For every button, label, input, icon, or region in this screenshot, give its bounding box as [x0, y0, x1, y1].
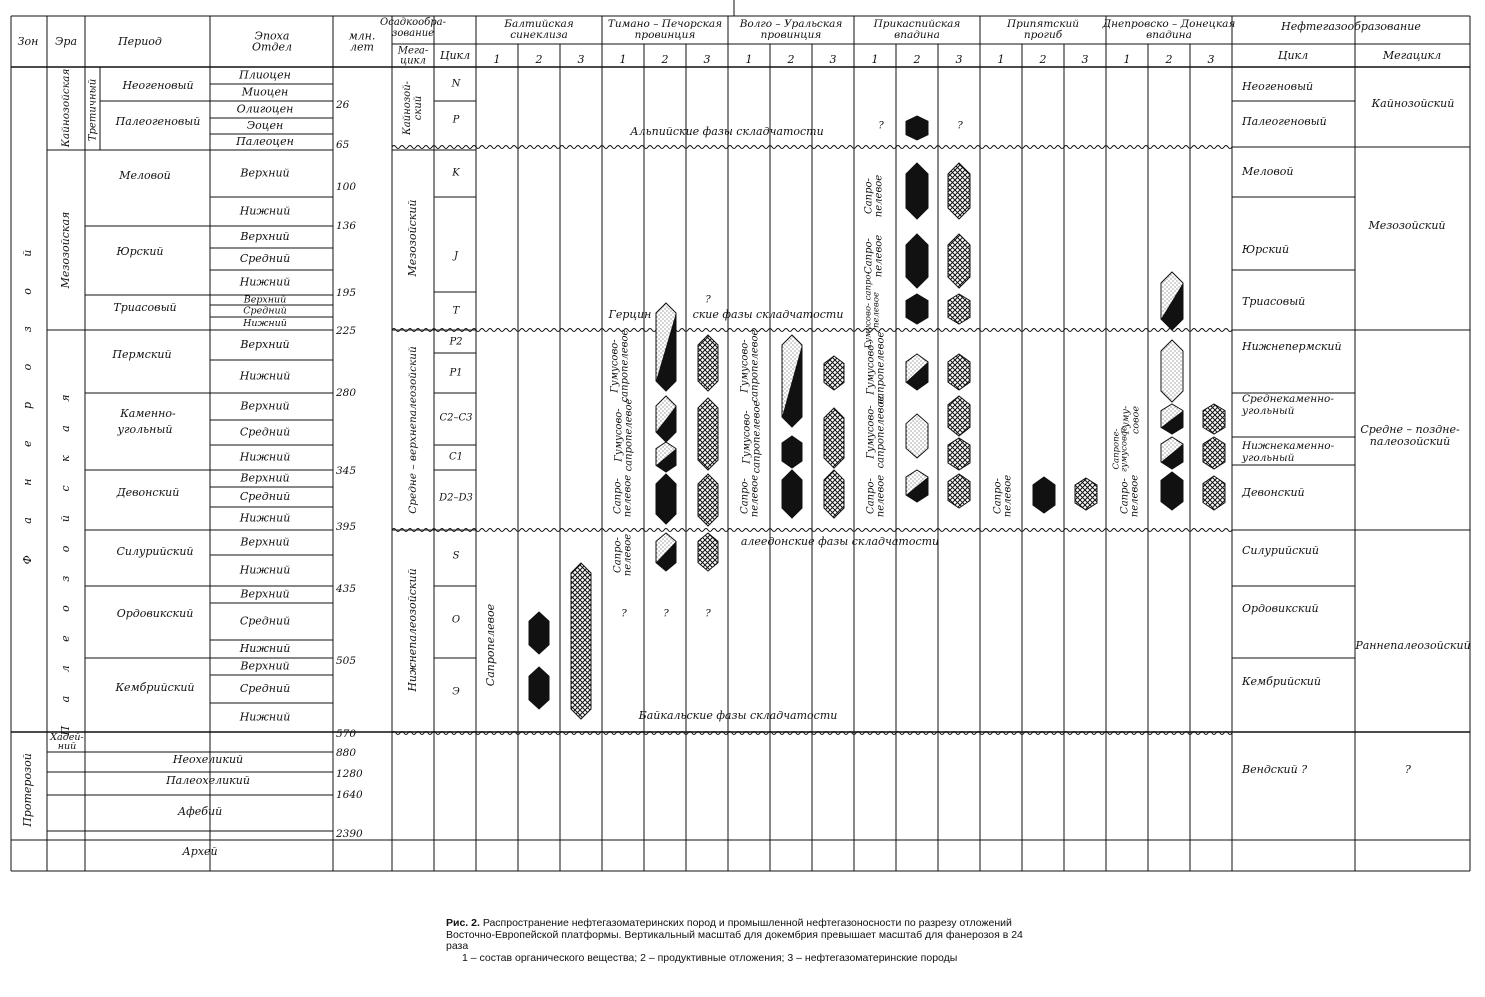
period-permian: Пермский: [112, 348, 172, 361]
cycle-label: N: [451, 78, 461, 90]
megacycle-mesozoic: Мезозойский: [406, 199, 419, 277]
productive-symbol: [1161, 472, 1183, 510]
source-rock-symbol: [698, 474, 718, 526]
organic-sapro: пелевое: [622, 533, 634, 577]
cycle-label: P2: [449, 336, 463, 348]
epoch-label: Палеоцен: [236, 135, 294, 148]
source-rock-symbol: [698, 335, 718, 391]
age-label: 570: [336, 728, 357, 740]
question-mark: ?: [663, 608, 669, 620]
period-devonian: Девонский: [116, 486, 180, 499]
age-label: 505: [336, 655, 357, 667]
epoch-label: Средний: [239, 614, 291, 628]
oil-cycle: Среднекаменно-: [1242, 393, 1334, 405]
organic-gumus2: совое: [1130, 406, 1142, 434]
organic-sapro: пелевое: [873, 174, 885, 218]
productive-symbol: [656, 474, 676, 524]
period-ordovician: Ордовикский: [116, 607, 194, 620]
period-carboniferous-2: угольный: [117, 423, 173, 436]
productive-symbol: [529, 612, 549, 654]
organic-sapro: Сапро-: [863, 238, 875, 274]
megacycle-lower-paleozoic: Нижнепалеозойский: [406, 568, 419, 692]
header-sub: 2: [1165, 53, 1173, 66]
age-label: 26: [336, 99, 350, 111]
organic-symbol: [906, 414, 928, 458]
header-sub: 1: [871, 53, 879, 66]
header-sub: 1: [997, 53, 1005, 66]
organic-gumus: сапропелевое: [619, 329, 631, 403]
age-label: 345: [336, 465, 357, 477]
caption-text: Распространение нефтегазоматеринских пород и промышленной нефтегазоносности по разрезу отложений Восточно-Европейской платформы. Вертикальный масштаб для докембрия превышает масштаб для фанерозоя в 24 раза: [446, 917, 1023, 952]
organic-sapro: пелевое: [1002, 474, 1014, 518]
precambrian-aphebian: Афебий: [177, 805, 223, 818]
organic-symbol: [1161, 340, 1183, 402]
organic-gumus: Гумусово-: [865, 405, 877, 459]
productive-symbol: [906, 234, 928, 288]
epoch-label: Средний: [239, 252, 291, 265]
organic-sapro: Сапро-: [612, 537, 624, 573]
epoch-label: Нижний: [239, 710, 291, 724]
epoch-label: Верхний: [240, 471, 290, 485]
phase-alpine: Альпийские фазы складчатости: [630, 125, 824, 138]
period-cretaceous: Меловой: [119, 169, 171, 182]
header-zone: Зон: [17, 35, 39, 48]
organic-sapro: Сапро-: [1119, 478, 1131, 514]
header-region: Днепровско – Донецкая: [1102, 18, 1236, 30]
source-rock-symbol: [948, 396, 970, 436]
khadei-label: ний: [57, 741, 77, 752]
megacycle-cenozoic: ский: [413, 95, 424, 121]
header-sub: 1: [1123, 53, 1131, 66]
source-rock-symbol: [1203, 476, 1225, 510]
header-sedimentation: зование: [391, 28, 435, 39]
header-sub: 2: [913, 53, 921, 66]
organic-sapro: Сапро-: [865, 478, 877, 514]
header-epoch: Эпоха: [254, 29, 290, 43]
epoch-label: Верхний: [240, 587, 290, 601]
cycle-label: P1: [449, 367, 463, 379]
oil-cycle: Нижнепермский: [1242, 340, 1342, 353]
oil-megacycle-early-paleozoic: Раннепалеозойский: [1355, 639, 1471, 652]
megacycle-cenozoic: Кайнозой-: [402, 80, 413, 136]
epoch-label: Эоцен: [246, 119, 284, 132]
age-label: 225: [336, 325, 357, 337]
productive-symbol: [782, 436, 802, 468]
source-rock-symbol: [571, 563, 591, 719]
header-sub: 2: [661, 53, 669, 66]
oil-cycle: Юрский: [1242, 243, 1290, 256]
caption-legend: 1 – состав органического вещества; 2 – продуктивные отложения; 3 – нефтегазоматеринские породы: [462, 951, 958, 964]
cycle-label: S: [452, 550, 460, 562]
header-region: Балтийская: [504, 18, 574, 30]
organic-gumus: Гумусово-: [613, 408, 625, 462]
header-oil-cycle: Цикл: [1277, 49, 1309, 62]
source-rock-symbol: [1203, 437, 1225, 469]
source-rock-symbol: [948, 234, 970, 288]
header-region: Припятский: [1007, 18, 1079, 30]
organic-sapro: пелевое: [873, 234, 885, 278]
oil-megacycle-mid-late-paleozoic-2: палеозойский: [1369, 435, 1451, 448]
figure-caption: [446, 918, 1046, 964]
epoch-label: Верхний: [243, 294, 287, 306]
organic-gumus: сапропелевое: [875, 331, 887, 405]
header-period: Период: [118, 35, 162, 48]
phase-hercynian-1: Герцин: [608, 308, 652, 321]
epoch-label: Нижний: [239, 204, 291, 218]
organic-sapro: пелевое: [749, 474, 761, 518]
megacycle-mid-upper-paleozoic: Средне – верхнепалеозойский: [407, 346, 419, 514]
epoch-label: Нижний: [239, 450, 291, 464]
era-cenozoic: Кайнозойская: [60, 68, 72, 148]
header-region: прогиб: [1023, 29, 1063, 41]
header-sedimentation: Осадкообра-: [380, 17, 446, 28]
header-region: провинция: [634, 29, 696, 41]
header-sub: 2: [787, 53, 795, 66]
organic-sapro-gumus: гумусовое: [1119, 425, 1130, 473]
organic-gumus-small: пелевое: [871, 291, 882, 329]
source-rock-symbol: [698, 533, 718, 571]
header-sub: 3: [703, 53, 711, 66]
age-label: 880: [336, 747, 357, 759]
period-jurassic: Юрский: [116, 245, 164, 258]
epoch-label: Средний: [239, 682, 291, 695]
cycle-label: C1: [448, 451, 464, 463]
organic-gumus: сапропелевое: [751, 400, 763, 474]
epoch-label: Средний: [243, 305, 287, 317]
oil-cycle: Вендский ?: [1242, 763, 1308, 776]
header-epoch: Отдел: [252, 40, 292, 54]
organic-gumus: Гумусово-: [609, 339, 621, 393]
epoch-label: Верхний: [240, 338, 290, 351]
period-cambrian: Кембрийский: [115, 681, 195, 694]
age-label: 435: [336, 583, 357, 595]
source-rock-symbol: [698, 398, 718, 470]
header-sub: 2: [535, 53, 543, 66]
epoch-label: Верхний: [240, 659, 290, 673]
organic-sapro-gumus: Сапропе-: [1111, 428, 1122, 470]
era-paleozoic: П а л е о з о й с к а я: [59, 384, 72, 736]
productive-symbol: [906, 294, 928, 324]
epoch-label: Верхний: [240, 399, 290, 413]
cycle-label: K: [452, 167, 460, 179]
epoch-label: Верхний: [240, 166, 290, 180]
tertiary-label: Третичный: [87, 78, 99, 142]
cycle-label: O: [451, 614, 461, 626]
cycle-label: C2–C3: [439, 412, 473, 424]
epoch-label: Средний: [239, 425, 291, 439]
question-mark: ?: [957, 120, 963, 132]
oil-cycle: угольный: [1242, 405, 1295, 417]
epoch-label: Олигоцен: [236, 102, 294, 116]
epoch-label: Нижний: [239, 642, 291, 655]
header-oil-megacycle: Мегацикл: [1382, 49, 1442, 62]
oil-megacycle-vendian: ?: [1405, 763, 1411, 776]
cycle-label: Э: [452, 686, 460, 698]
age-label: 1640: [336, 789, 363, 801]
period-carboniferous: Каменно-: [120, 407, 176, 420]
age-label: 2390: [336, 828, 363, 840]
source-rock-symbol: [948, 438, 970, 470]
source-rock-symbol: [824, 470, 844, 518]
organic-gumus: сапропелевое: [749, 329, 761, 403]
age-label: 1280: [336, 768, 363, 780]
cycle-label: D2–D3: [439, 492, 473, 504]
organic-sapro: Сапропелевое: [484, 603, 497, 687]
header-region: впадина: [894, 29, 940, 41]
question-mark: ?: [705, 294, 711, 306]
oil-cycle: угольный: [1242, 452, 1295, 464]
header-region: Прикаспийская: [873, 18, 961, 30]
header-region: синеклиза: [510, 29, 568, 41]
header-megacycle: цикл: [400, 55, 426, 67]
source-rock-symbol: [1203, 404, 1225, 434]
phase-baikal: Байкальские фазы складчатости: [638, 709, 838, 722]
epoch-label: Верхний: [240, 230, 290, 243]
era-mesozoic: Мезозойская: [59, 211, 72, 289]
organic-gumus: Гумусово-: [865, 341, 877, 395]
header-sub: 2: [1039, 53, 1047, 66]
age-label: 100: [336, 181, 357, 193]
age-label: 280: [336, 387, 357, 399]
productive-symbol: [1033, 477, 1055, 513]
header-region: Тимано – Печорская: [607, 18, 723, 30]
organic-sapro: Сапро-: [992, 478, 1004, 514]
header-cycle: Цикл: [439, 49, 471, 62]
oil-cycle: Девонский: [1242, 486, 1305, 499]
period-paleogene: Палеогеновый: [115, 115, 201, 128]
cycle-label: J: [453, 250, 459, 262]
oil-cycle: Силурийский: [1242, 544, 1319, 557]
oil-cycle: Триасовый: [1242, 295, 1306, 308]
precambrian-paleohelikian: Палеохеликий: [166, 774, 250, 787]
age-label: 395: [336, 521, 357, 533]
oil-megacycle-mesozoic: Мезозойский: [1368, 219, 1446, 232]
caption-lead: Рис. 2.: [446, 917, 480, 929]
header-sub: 1: [619, 53, 627, 66]
header-sub: 3: [1207, 53, 1215, 66]
header-sub: 1: [745, 53, 753, 66]
organic-sapro: пелевое: [1129, 474, 1141, 518]
productive-symbol: [906, 116, 928, 140]
organic-gumus2: Гуму-: [1120, 405, 1132, 435]
precambrian-archean: Архей: [182, 845, 218, 858]
organic-gumus: сапропелевое: [623, 398, 635, 472]
header-sub: 3: [577, 53, 585, 66]
header-region: Волго – Уральская: [739, 18, 843, 30]
organic-sapro: пелевое: [622, 474, 634, 518]
zone-phanerozoic: Ф а н е р о з о й: [21, 235, 34, 565]
khadei-label: Хадей-: [50, 732, 84, 743]
epoch-label: Верхний: [240, 535, 290, 549]
source-rock-symbol: [824, 408, 844, 468]
organic-sapro: Сапро-: [863, 178, 875, 214]
header-sub: 3: [1081, 53, 1089, 66]
header-mln: лет: [350, 40, 374, 54]
age-label: 65: [336, 139, 350, 151]
source-rock-symbol: [824, 356, 844, 390]
precambrian-neohelikian: Неохеликий: [172, 753, 244, 766]
organic-sapro: Сапро-: [739, 478, 751, 514]
source-rock-symbol: [948, 294, 970, 324]
epoch-label: Миоцен: [241, 85, 289, 99]
epoch-label: Нижний: [239, 563, 291, 577]
question-mark: ?: [621, 608, 627, 620]
header-sub: 3: [955, 53, 963, 66]
oil-cycle: Неогеновый: [1242, 80, 1314, 93]
header-megacycle: Мега-: [397, 45, 429, 57]
organic-sapro: Сапро-: [612, 478, 624, 514]
oil-cycle: Ордовикский: [1242, 602, 1319, 615]
oil-cycle: Палеогеновый: [1242, 115, 1327, 128]
period-silurian: Силурийский: [116, 545, 194, 558]
header-oil: Нефтегазообразование: [1281, 20, 1421, 33]
age-label: 136: [336, 220, 357, 232]
period-neogene: Неогеновый: [122, 79, 194, 92]
question-mark: ?: [705, 608, 711, 620]
organic-gumus: сапропелевое: [875, 395, 887, 469]
header-region: впадина: [1146, 29, 1192, 41]
source-rock-symbol: [948, 354, 970, 390]
oil-cycle: Меловой: [1242, 165, 1294, 178]
epoch-label: Средний: [239, 490, 291, 503]
period-triassic: Триасовый: [113, 301, 177, 314]
age-label: 195: [336, 287, 357, 299]
organic-gumus: Гумусово-: [739, 339, 751, 393]
oil-cycle: Кембрийский: [1242, 675, 1321, 688]
header-sub: 3: [829, 53, 837, 66]
zone-proterozoic: Протерозой: [21, 753, 34, 827]
header-region: провинция: [760, 29, 822, 41]
epoch-label: Нижний: [239, 369, 291, 383]
cycle-label: T: [452, 305, 460, 317]
productive-symbol: [529, 667, 549, 709]
phase-caledonian: алеедонские фазы складчатости: [740, 535, 940, 548]
productive-symbol: [782, 470, 802, 518]
organic-gumus-small: Гумусово- сапро-: [863, 271, 874, 349]
productive-symbol: [906, 163, 928, 219]
epoch-label: Плиоцен: [239, 68, 291, 82]
organic-sapro: пелевое: [875, 474, 887, 518]
source-rock-symbol: [948, 474, 970, 508]
source-rock-symbol: [948, 163, 970, 219]
oil-cycle: Нижнекаменно-: [1242, 440, 1335, 452]
header-mln: млн.: [348, 29, 376, 43]
header-era: Эра: [54, 35, 78, 48]
epoch-label: Нижний: [239, 275, 291, 289]
header-sub: 1: [493, 53, 501, 66]
organic-gumus: Гумусово-: [741, 410, 753, 464]
epoch-label: Нижний: [239, 511, 291, 525]
epoch-label: Нижний: [243, 318, 287, 329]
phase-hercynian-2: ские фазы складчатости: [692, 308, 844, 321]
oil-megacycle-cenozoic: Кайнозойский: [1371, 97, 1455, 110]
question-mark: ?: [878, 120, 884, 132]
cycle-label: P: [452, 114, 460, 126]
source-rock-symbol: [1075, 478, 1097, 510]
oil-megacycle-mid-late-paleozoic: Средне – поздне-: [1360, 423, 1460, 436]
